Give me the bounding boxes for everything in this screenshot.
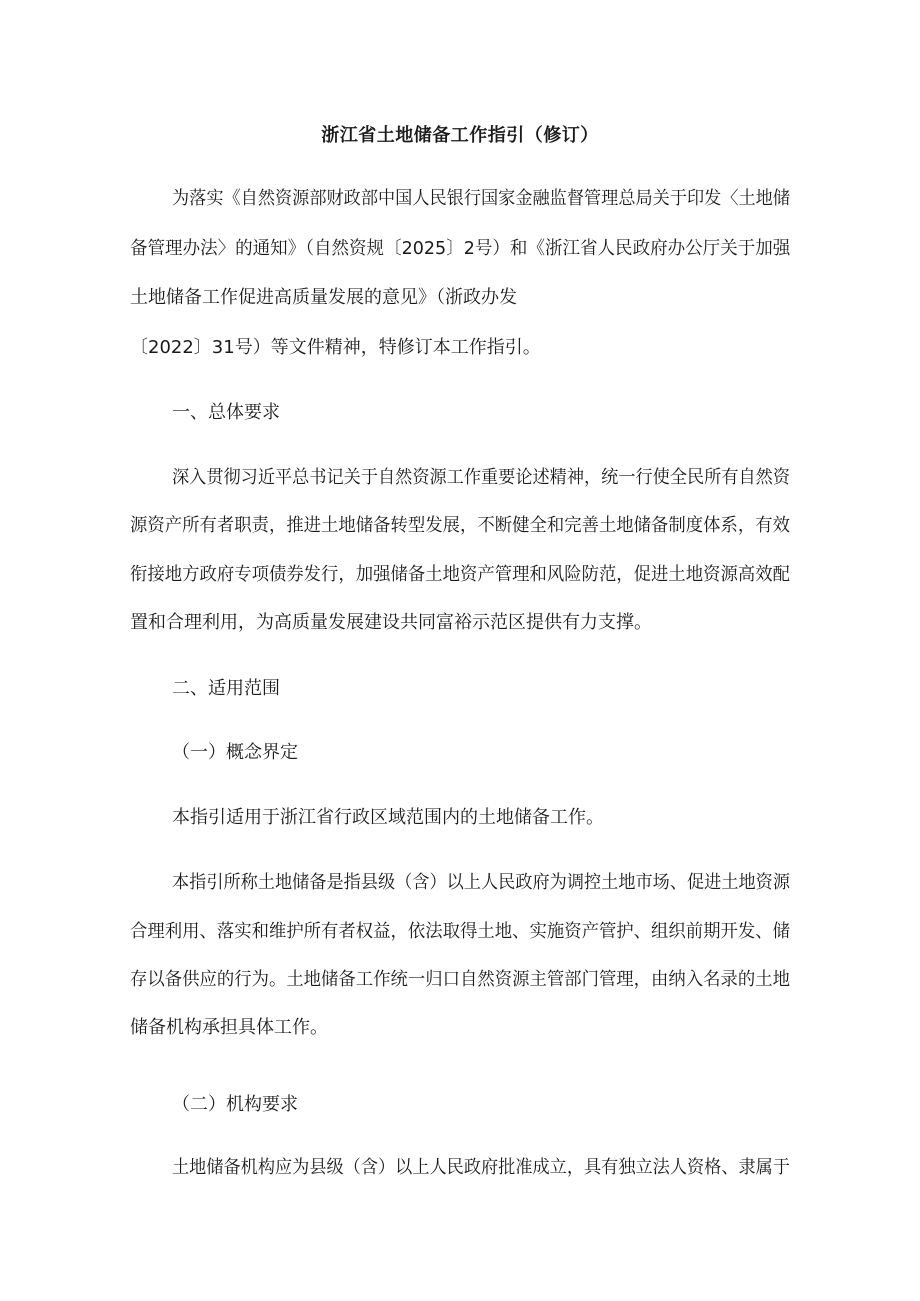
section1-line-3: 衔接地方政府专项债券发行，加强储备土地资产管理和风险防范，促进土地资源高效配 [130, 564, 790, 585]
definition-line-2: 合理利用、落实和维护所有者权益，依法取得土地、实施资产管护、组织前期开发、储 [130, 921, 790, 942]
section-heading-overall-requirements: 一、总体要求 [172, 402, 280, 423]
section1-line-1: 深入贯彻习近平总书记关于自然资源工作重要论述精神，统一行使全民所有自然资 [172, 467, 790, 488]
section1-line-4: 置和合理利用，为高质量发展建设共同富裕示范区提供有力支撑。 [130, 612, 652, 633]
section-heading-scope: 二、适用范围 [172, 678, 280, 699]
intro-line-2: 备管理办法〉的通知》（自然资规〔2025〕2号）和《浙江省人民政府办公厅关于加强 [130, 238, 791, 259]
section1-line-2: 源资产所有者职责，推进土地储备转型发展，不断健全和完善土地储备制度体系，有效 [130, 515, 790, 536]
document-title: 浙江省土地储备工作指引（修订） [321, 125, 599, 146]
intro-line-1: 为落实《自然资源部财政部中国人民银行国家金融监督管理总局关于印发〈土地储 [172, 188, 790, 209]
intro-line-3: 土地储备工作促进高质量发展的意见》（浙政办发 [130, 287, 517, 308]
subsection-heading-institution: （二）机构要求 [172, 1094, 298, 1115]
subsection-heading-definition: （一）概念界定 [172, 742, 298, 763]
definition-line-1: 本指引所称土地储备是指县级（含）以上人民政府为调控土地市场、促进土地资源 [172, 872, 790, 893]
definition-line-3: 存以备供应的行为。土地储备工作统一归口自然资源主管部门管理，由纳入名录的土地 [130, 969, 790, 990]
definition-line-4: 储备机构承担具体工作。 [130, 1017, 328, 1038]
intro-line-4: 〔2022〕31号）等文件精神，特修订本工作指引。 [130, 337, 541, 358]
institution-paragraph-1: 土地储备机构应为县级（含）以上人民政府批准成立，具有独立法人资格、隶属于 [172, 1157, 790, 1178]
definition-paragraph-1: 本指引适用于浙江省行政区域范围内的土地储备工作。 [172, 807, 604, 828]
